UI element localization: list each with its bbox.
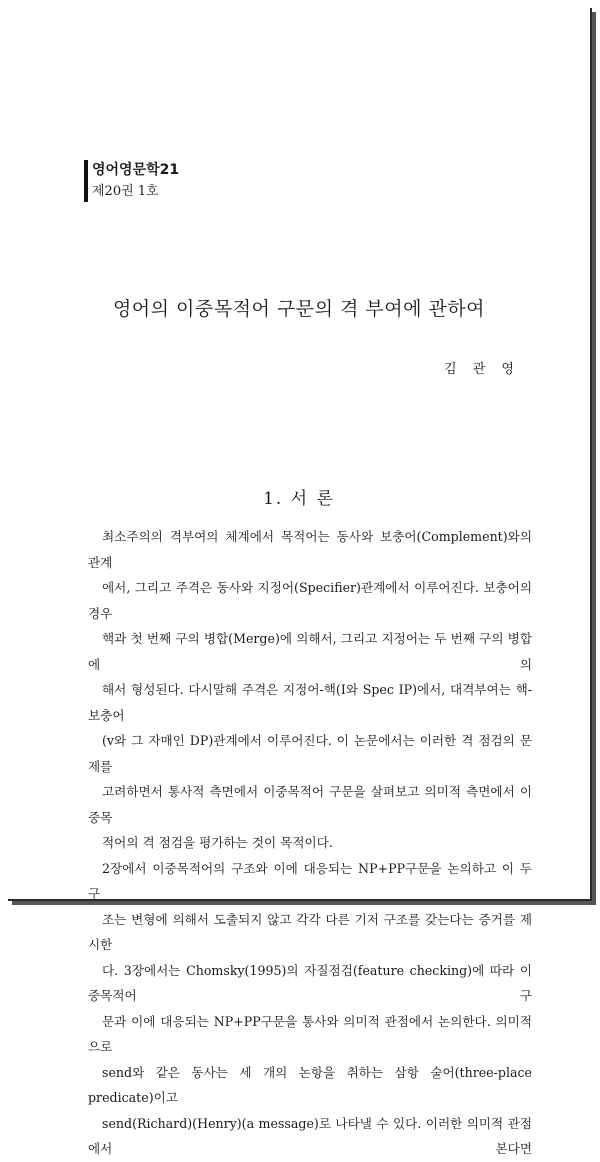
text-line: 에서, 그리고 주격은 동사와 지정어(Specifier)관계에서 이루어진다. 보충어의 경우 bbox=[88, 580, 532, 621]
text-line: 해서 형성된다. 다시말해 주격은 지정어-핵(I와 Spec IP)에서, 대격부여는 핵-보충어 bbox=[88, 682, 532, 723]
document-page bbox=[8, 8, 592, 1156]
body-text bbox=[88, 524, 532, 1162]
journal-info bbox=[84, 160, 179, 202]
section-heading: 1. 서 론 bbox=[263, 489, 335, 509]
journal-name: 영어영문학21 bbox=[92, 162, 180, 178]
paper-title: 영어의 이중목적어 구문의 격 부여에 관하여 bbox=[112, 298, 486, 320]
paragraph bbox=[88, 856, 532, 1162]
text-line: send(Richard)(Henry)(a message)로 나타낼 수 있다. 이러한 의미적 관점에서 본다면 bbox=[88, 1115, 532, 1156]
author-name: 김 관 영 bbox=[444, 362, 520, 377]
text-line: send와 같은 동사는 세 개의 논항을 취하는 삼항 술어(three-place predicate)이고 bbox=[88, 1064, 532, 1105]
text-line: 조는 변형에 의해서 도출되지 않고 각각 다른 기저 구조를 갖는다는 증거를 제시한 bbox=[88, 911, 532, 952]
text-line: 2장에서 이중목적어의 구조와 이에 대응되는 NP+PP구문을 논의하고 이 두 구 bbox=[88, 860, 532, 901]
text-line: 문과 이에 대응되는 NP+PP구문을 통사와 의미적 관점에서 논의한다. 의미적으로 bbox=[88, 1013, 532, 1054]
text-line: 고려하면서 통사적 측면에서 이중목적어 구문을 살펴보고 의미적 측면에서 이중목 bbox=[88, 784, 532, 825]
text-line: (v와 그 자매인 DP)관계에서 이루어진다. 이 논문에서는 이러한 격 점검의 문제를 bbox=[88, 733, 532, 774]
text-line: 최소주의의 격부여의 체계에서 목적어는 동사와 보충어(Complement)와의 관계 bbox=[88, 529, 532, 570]
text-line: 핵과 첫 번째 구의 병합(Merge)에 의해서, 그리고 지정어는 두 번째 구의 병합에 의 bbox=[88, 631, 532, 672]
text-line: 다. 3장에서는 Chomsky(1995)의 자질점검(feature checking)에 따라 이중목적어 구 bbox=[88, 962, 532, 1003]
text-line: 적어의 격 점검을 평가하는 것이 목적이다. bbox=[102, 835, 333, 850]
paragraph bbox=[88, 524, 532, 856]
journal-volume: 제20권 1호 bbox=[92, 184, 159, 199]
